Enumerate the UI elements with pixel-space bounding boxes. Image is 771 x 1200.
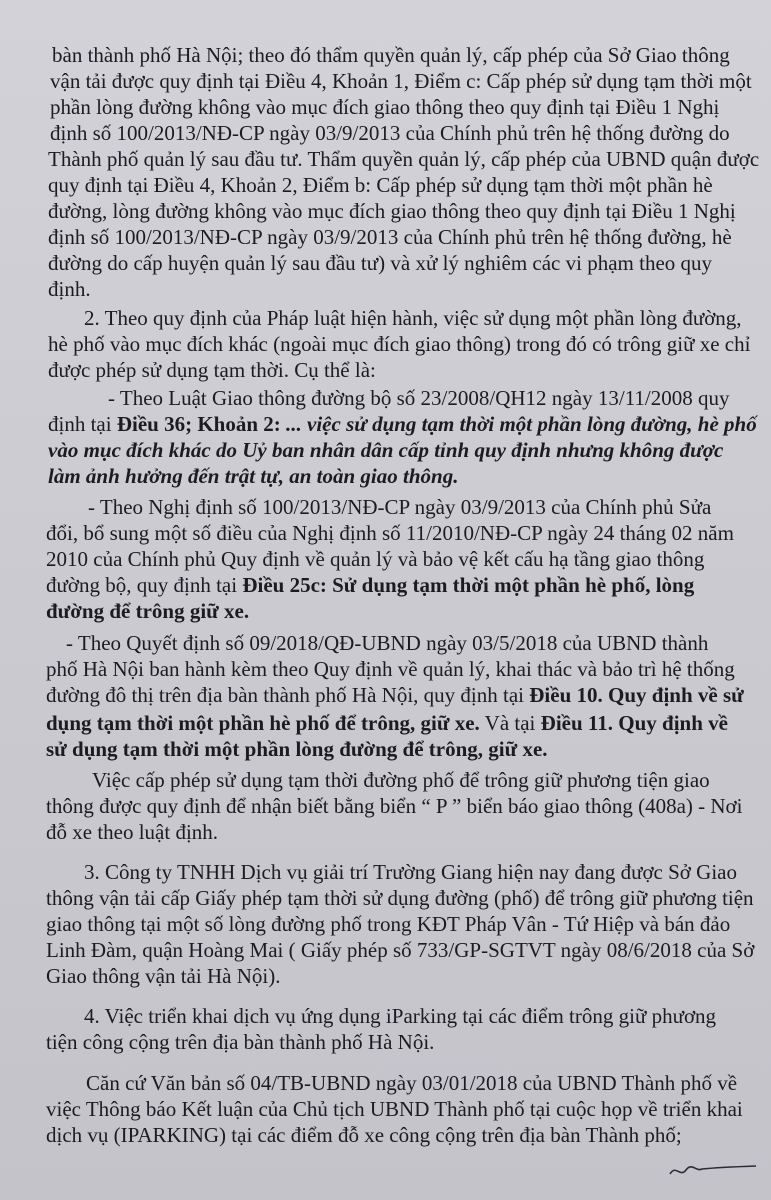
paragraph-1-line: quy định tại Điều 4, Khoản 2, Điểm b: Cấp phép sử dụng tạm thời một phần hè	[48, 173, 713, 197]
final-paragraph-line: Căn cứ Văn bản số 04/TB-UBND ngày 03/01/2018 của UBND Thành phố về	[86, 1071, 738, 1095]
handwritten-mark-icon	[668, 1158, 758, 1180]
section-3-line: thông vận tải cấp Giấy phép tạm thời sử dụng đường (phố) để trông giữ phương tiện	[46, 886, 754, 910]
section-4-line: tiện công cộng trên địa bàn thành phố Hà Nội.	[46, 1030, 435, 1054]
paragraph-1-line: Thành phố quản lý sau đầu tư. Thẩm quyền quản lý, cấp phép của UBND quận được	[48, 147, 760, 171]
section-2-line: hè phố vào mục đích khác (ngoài mục đích giao thông) trong đó có trông giữ xe chỉ	[48, 332, 751, 356]
section-3-heading: 3. Công ty TNHH Dịch vụ giải trí Trường Giang hiện nay đang được Sở Giao	[84, 860, 737, 884]
item-1-quote: ... việc sử dụng tạm thời một phần lòng đường, hè phố	[280, 412, 757, 436]
item-3-line: - Theo Quyết định số 09/2018/QĐ-UBND ngày 03/5/2018 của UBND thành	[66, 631, 709, 655]
item-1-line	[48, 411, 757, 437]
item-3-line	[46, 710, 728, 736]
paragraph-1-line: định số 100/2013/NĐ-CP ngày 03/9/2013 của Chính phủ trên hệ thống đường, hè	[48, 225, 732, 249]
item-2-line: - Theo Nghị định số 100/2013/NĐ-CP ngày 03/9/2013 của Chính phủ Sửa	[88, 495, 712, 519]
section-3-line: giao thông tại một số lòng đường phố trong KĐT Pháp Vân - Tứ Hiệp và bán đảo	[46, 912, 731, 936]
item-2-line: 2010 của Chính phủ Quy định về quản lý và bảo vệ kết cấu hạ tầng giao thông	[46, 547, 705, 571]
item-1-text: định tại	[48, 412, 117, 436]
item-3-line	[46, 682, 744, 708]
item-3-article-ref: Điều 10. Quy định về sử	[529, 683, 744, 707]
item-2-line: đổi, bổ sung một số điều của Nghị định số 11/2010/NĐ-CP ngày 24 tháng 02 năm	[46, 521, 734, 545]
section-2-heading: 2. Theo quy định của Pháp luật hiện hành, việc sử dụng một phần lòng đường,	[84, 306, 742, 330]
item-1-line: - Theo Luật Giao thông đường bộ số 23/2008/QH12 ngày 13/11/2008 quy	[108, 386, 730, 410]
final-paragraph-line: việc Thông báo Kết luận của Chủ tịch UBND Thành phố tại cuộc họp về triển khai	[46, 1097, 743, 1121]
paragraph-1-line: định.	[48, 277, 91, 301]
section-3-line: Linh Đàm, quận Hoàng Mai ( Giấy phép số 733/GP-SGTVT ngày 08/6/2018 của Sở	[46, 938, 755, 962]
paragraph-1-line: phần lòng đường không vào mục đích giao thông theo quy định tại Điều 1 Nghị	[50, 95, 720, 119]
item-3-article-ref: dụng tạm thời một phần hè phố để trông, giữ xe.	[46, 711, 480, 735]
section-3-line: Giao thông vận tải Hà Nội).	[46, 964, 281, 988]
paragraph-1-line: bàn thành phố Hà Nội; theo đó thẩm quyền quản lý, cấp phép của Sở Giao thông	[52, 43, 730, 67]
item-2-line	[46, 572, 694, 598]
item-1-quote-line: vào mục đích khác do Uỷ ban nhân dân cấp tỉnh quy định nhưng không được	[48, 438, 724, 462]
item-3-article-ref: Điều 11. Quy định về	[540, 711, 728, 735]
item-2-article-ref-line: đường để trông giữ xe.	[46, 599, 250, 623]
section-2-closing-line: thông được quy định để nhận biết bằng biển “ P ” biển báo giao thông (408a) - Nơi	[46, 794, 743, 818]
item-1-quote-line: làm ảnh hưởng đến trật tự, an toàn giao thông.	[48, 464, 459, 488]
item-3-text: đường đô thị trên địa bàn thành phố Hà Nội, quy định tại	[46, 683, 530, 707]
item-2-article-ref: Điều 25c: Sử dụng tạm thời một phần hè phố, lòng	[242, 573, 695, 597]
paragraph-1-line: vận tải được quy định tại Điều 4, Khoản 1, Điểm c: Cấp phép sử dụng tạm thời một	[50, 69, 752, 93]
item-3-article-ref-line: sử dụng tạm thời một phần lòng đường để trông, giữ xe.	[46, 737, 548, 761]
item-3-line: phố Hà Nội ban hành kèm theo Quy định về quản lý, khai thác và bảo trì hệ thống	[46, 657, 735, 681]
paragraph-1-line: đường, lòng đường không vào mục đích giao thông theo quy định tại Điều 1 Nghị	[48, 199, 736, 223]
item-1-article-ref: Điều 36; Khoản 2:	[116, 412, 281, 436]
paragraph-1-line: đường do cấp huyện quản lý sau đầu tư) và xử lý nghiêm các vi phạm theo quy	[48, 251, 713, 275]
section-2-closing-line: đỗ xe theo luật định.	[46, 820, 219, 844]
section-2-closing-line: Việc cấp phép sử dụng tạm thời đường phố để trông giữ phương tiện giao	[92, 768, 710, 792]
paragraph-1-line: định số 100/2013/NĐ-CP ngày 03/9/2013 của Chính phủ trên hệ thống đường do	[50, 121, 730, 145]
section-4-heading: 4. Việc triển khai dịch vụ ứng dụng iParking tại các điểm trông giữ phương	[84, 1004, 717, 1028]
final-paragraph-line: dịch vụ (IPARKING) tại các điểm đỗ xe công cộng trên địa bàn Thành phố;	[46, 1123, 682, 1147]
section-2-line: được phép sử dụng tạm thời. Cụ thể là:	[48, 358, 376, 382]
item-2-text: đường bộ, quy định tại	[46, 573, 243, 597]
item-3-text: Và tại	[479, 711, 541, 735]
